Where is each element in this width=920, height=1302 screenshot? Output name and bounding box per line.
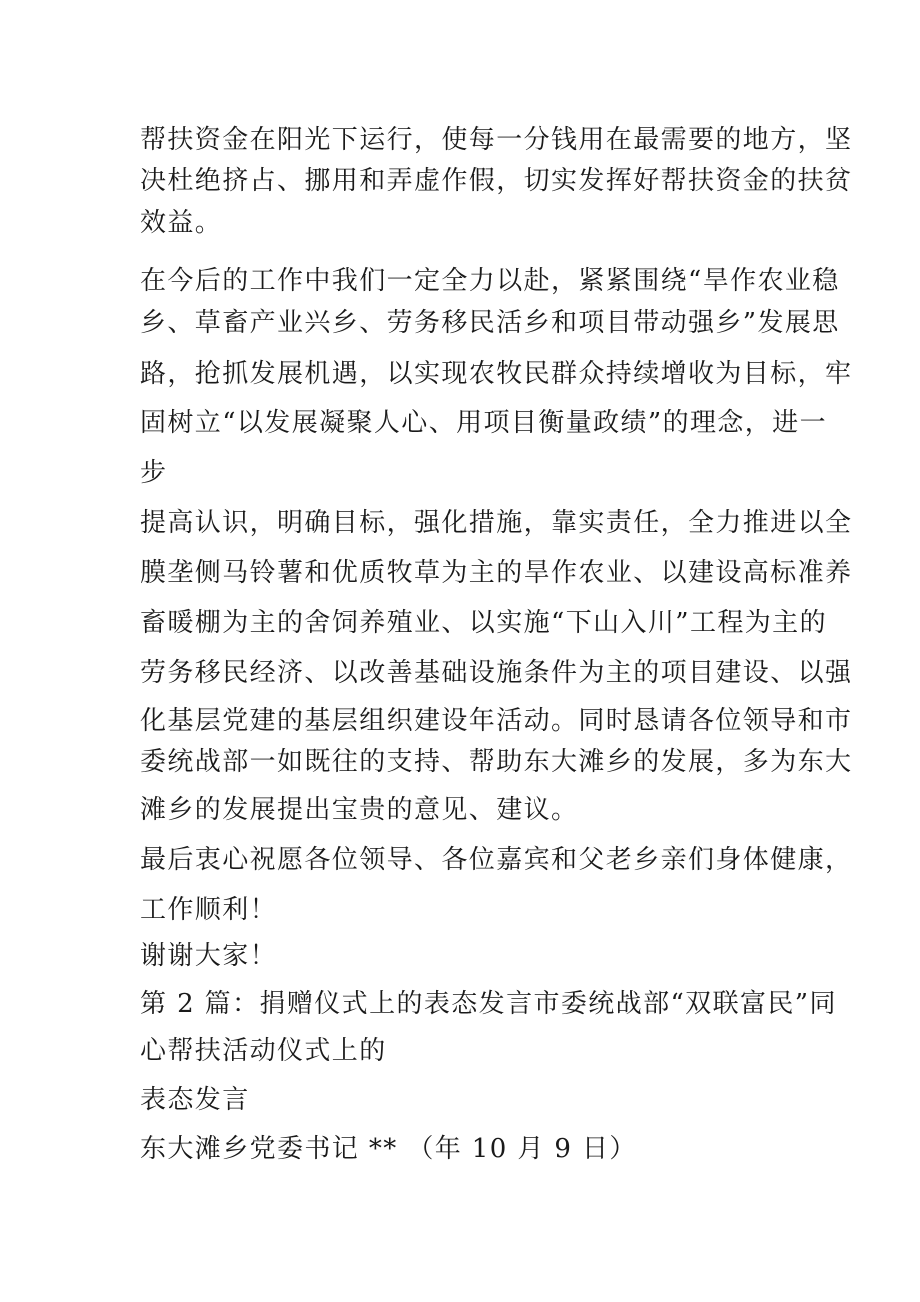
text-line: 畜暖棚为主的舍饲养殖业、以实施“下山入川”工程为主的 [140,608,827,638]
text-line: 在今后的工作中我们一定全力以赴，紧紧围绕“旱作农业稳 [140,266,840,296]
text-line: 最后衷心祝愿各位领导、各位嘉宾和父老乡亲们身体健康， [140,845,853,875]
text-line: 路，抢抓发展机遇，以实现农牧民群众持续增收为目标，牢 [140,359,853,389]
text-line: 提高认识，明确目标，强化措施，靠实责任，全力推进以全 [140,508,853,538]
text-line: 步 [140,458,168,488]
text-line: 工作顺利！ [140,895,278,925]
text-line: 固树立“以发展凝聚人心、用项目衡量政绩”的理念，进一 [140,408,827,438]
text-line: 劳务移民经济、以改善基础设施条件为主的项目建设、以强 [140,658,853,688]
text-line: 效益。 [140,208,223,238]
author-line: 东大滩乡党委书记 ** （年 10 月 9 日） [140,1134,637,1164]
text-line: 谢谢大家！ [140,941,278,971]
text-line: 膜垄侧马铃薯和优质牧草为主的旱作农业、以建设高标准养 [140,558,853,588]
text-line: 滩乡的发展提出宝贵的意见、建议。 [140,795,579,825]
text-line: 决杜绝挤占、挪用和弄虚作假，切实发挥好帮扶资金的扶贫 [140,166,853,196]
text-line: 乡、草畜产业兴乡、劳务移民活乡和项目带动强乡”发展思 [140,308,840,338]
text-line: 化基层党建的基层组织建设年活动。同时恳请各位领导和市 [140,706,853,736]
section-heading-line: 表态发言 [140,1085,250,1115]
text-line: 帮扶资金在阳光下运行，使每一分钱用在最需要的地方，坚 [140,125,853,155]
section-heading-line: 第 2 篇：捐赠仪式上的表态发言市委统战部“双联富民”同 [140,989,837,1019]
text-line: 委统战部一如既往的支持、帮助东大滩乡的发展，多为东大 [140,747,853,777]
section-heading-line: 心帮扶活动仪式上的 [140,1036,387,1066]
